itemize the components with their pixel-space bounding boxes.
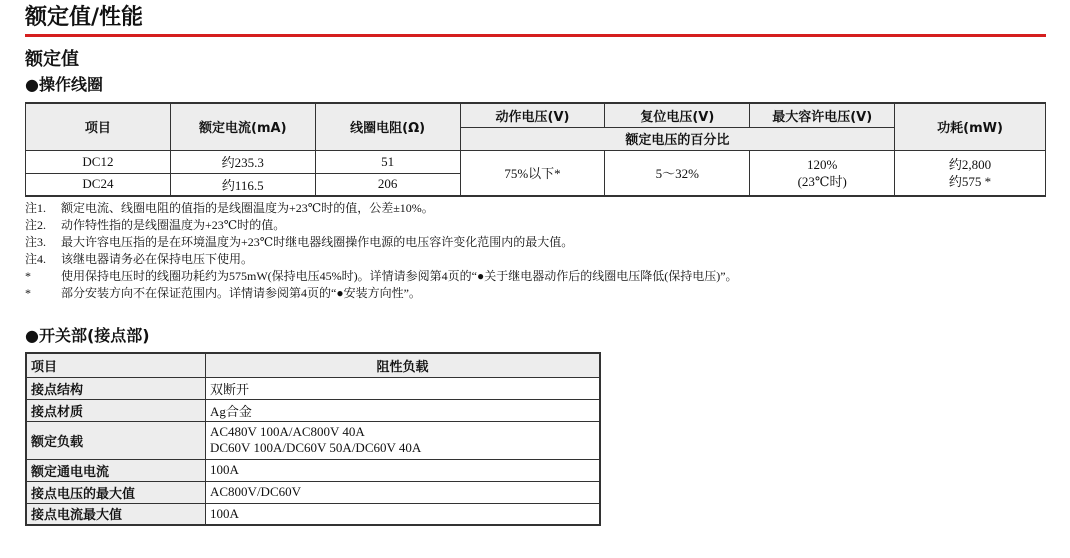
row-value: Ag合金 — [206, 399, 601, 421]
note-item — [25, 217, 738, 234]
note-text: 最大许容电压指的是在环境温度为+23℃时继电器线圈操作电源的电压容许变化范围内的最大值。 — [61, 235, 574, 249]
row-value-line: AC480V 100A/AC800V 40A — [210, 424, 365, 439]
title-divider — [25, 34, 1046, 37]
page-title: 额定值/性能 — [25, 5, 144, 30]
note-mark: 注1. — [25, 201, 47, 215]
note-text: 动作特性指的是线圈温度为+23℃时的值。 — [61, 218, 286, 232]
note-item — [25, 200, 738, 217]
table-row — [26, 459, 600, 481]
table-row — [26, 150, 1046, 173]
header-power: 功耗(mW) — [895, 103, 1046, 150]
table-row — [26, 503, 600, 525]
header-resistive-load: 阻性负载 — [206, 353, 601, 377]
table-row — [26, 481, 600, 503]
cell-power-line1: 约2,800 — [948, 156, 992, 172]
cell-current: 约116.5 — [170, 173, 315, 196]
row-label: 额定负载 — [26, 421, 206, 459]
header-rated-current: 额定电流(mA) — [170, 103, 315, 150]
note-text: 使用保持电压时的线圈功耗约为575mW(保持电压45%时)。详情请参阅第4页的“●关于继电器动作后的线圈电压降低(保持电压)”。 — [61, 269, 738, 283]
header-item: 项目 — [26, 353, 206, 377]
notes-list — [25, 200, 738, 302]
row-label: 接点电压的最大值 — [26, 481, 206, 503]
row-label: 额定通电电流 — [26, 459, 206, 481]
cell-current: 约235.3 — [170, 150, 315, 173]
note-text: 额定电流、线圈电阻的值指的是线圈温度为+23℃时的值，公差±10%。 — [61, 201, 434, 215]
note-item — [25, 268, 738, 285]
row-value: 100A — [206, 459, 601, 481]
section-title-rated: 额定值 — [25, 49, 79, 70]
row-value — [206, 421, 601, 459]
row-label: 接点材质 — [26, 399, 206, 421]
header-coil-resistance: 线圈电阻(Ω) — [315, 103, 460, 150]
note-mark: * — [25, 269, 31, 283]
cell-reset: 5～32% — [605, 150, 750, 196]
coil-table — [25, 102, 1046, 197]
note-mark: 注4. — [25, 252, 47, 266]
cell-max-line2: (23℃时) — [797, 173, 847, 189]
switch-table — [25, 352, 601, 526]
note-mark: * — [25, 286, 31, 300]
table-row — [26, 399, 600, 421]
row-label: 接点结构 — [26, 377, 206, 399]
table-header-row — [26, 353, 600, 377]
cell-operate: 75%以下* — [460, 150, 605, 196]
table-row — [26, 421, 600, 459]
table-row — [26, 377, 600, 399]
cell-item: DC12 — [26, 150, 171, 173]
cell-resistance: 206 — [315, 173, 460, 196]
note-item — [25, 234, 738, 251]
note-item — [25, 285, 738, 302]
subsection-title-switch: ●开关部(接点部) — [25, 326, 150, 345]
note-item — [25, 251, 738, 268]
note-mark: 注3. — [25, 235, 47, 249]
header-item: 项目 — [26, 103, 171, 150]
cell-max-line1: 120% — [807, 156, 838, 172]
header-reset-voltage: 复位电压(V) — [605, 103, 750, 127]
cell-max — [750, 150, 895, 196]
note-mark: 注2. — [25, 218, 47, 232]
row-label: 接点电流最大值 — [26, 503, 206, 525]
note-text: 该继电器请务必在保持电压下使用。 — [61, 252, 254, 266]
note-text: 部分安装方向不在保证范围内。详情请参阅第4页的“●安装方向性”。 — [61, 286, 421, 300]
subsection-title-coil: ●操作线圈 — [25, 75, 103, 94]
row-value: AC800V/DC60V — [206, 481, 601, 503]
header-percent-note: 额定电压的百分比 — [460, 127, 895, 150]
header-max-voltage: 最大容许电压(V) — [750, 103, 895, 127]
cell-power — [895, 150, 1046, 196]
header-operate-voltage: 动作电压(V) — [460, 103, 605, 127]
row-value: 100A — [206, 503, 601, 525]
row-value: 双断开 — [206, 377, 601, 399]
cell-resistance: 51 — [315, 150, 460, 173]
row-value-line: DC60V 100A/DC60V 50A/DC60V 40A — [210, 440, 422, 455]
cell-item: DC24 — [26, 173, 171, 196]
cell-power-line2: 约575 * — [948, 173, 992, 189]
